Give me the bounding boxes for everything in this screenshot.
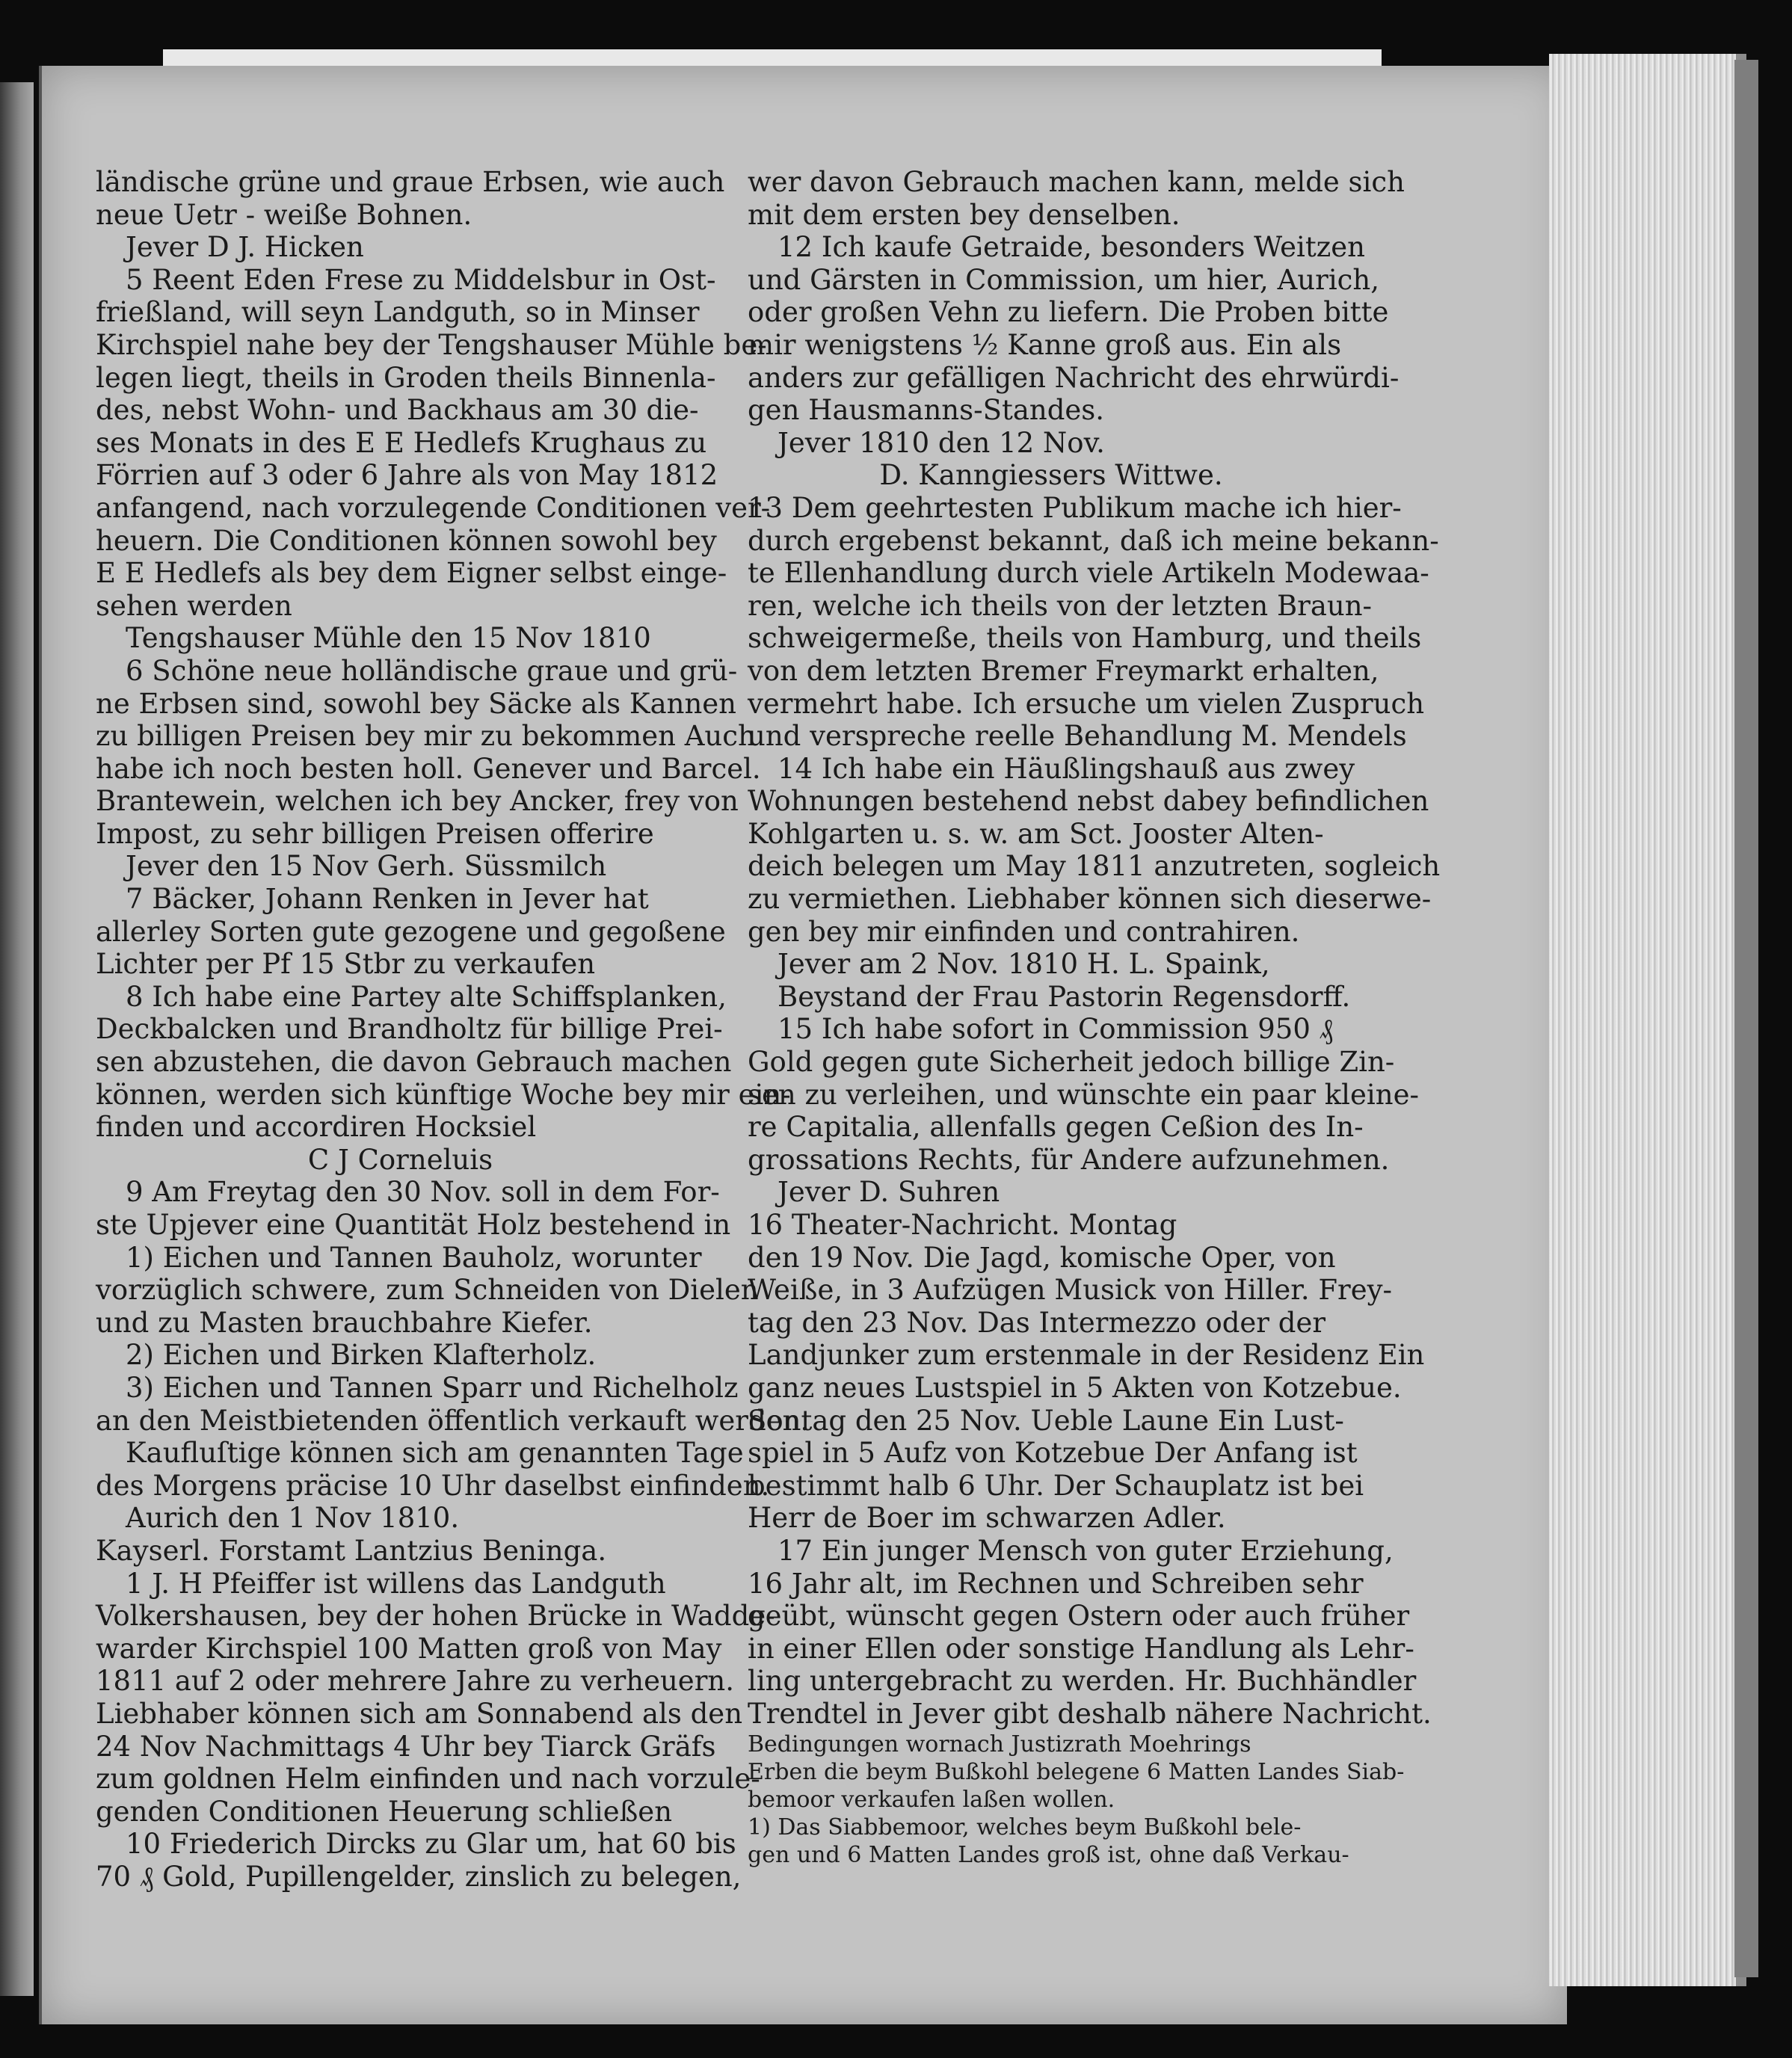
left-column-line: habe ich noch besten holl. Genever und Barcel. (96, 752, 761, 785)
left-column-line: Kayserl. Forstamt Lantzius Beninga. (96, 1534, 607, 1567)
right-column-line: deich belegen um May 1811 anzutreten, sogleich (748, 850, 1441, 883)
left-column-line: können, werden sich künftige Woche bey mir ein- (96, 1078, 791, 1111)
left-column-line: zum goldnen Helm einfinden und nach vorzule- (96, 1763, 760, 1796)
right-column-line: 16 Theater-Nachricht. Montag (748, 1209, 1177, 1241)
left-column-line: finden und accordiren Hocksiel (96, 1111, 537, 1144)
right-column-line: gen bey mir einfinden und contrahiren. (748, 915, 1300, 948)
right-column-line: 14 Ich habe ein Häußlingshauß aus zwey (778, 752, 1355, 785)
right-column-line: und Gärsten in Commission, um hier, Aurich, (748, 263, 1379, 296)
right-column-line: D. Kanngiessers Wittwe. (879, 459, 1223, 492)
left-column-line: ses Monats in des E E Hedlefs Krughaus zu (96, 426, 707, 459)
right-column-line: Beystand der Frau Pastorin Regensdorff. (778, 980, 1351, 1013)
left-column-line: 24 Nov Nachmittags 4 Uhr bey Tiarck Gräfs (96, 1730, 716, 1763)
right-column-line: vermehrt habe. Ich ersuche um vielen Zuspruch (748, 687, 1425, 720)
right-column-line: geübt, wünscht gegen Ostern oder auch früher (748, 1600, 1410, 1633)
left-column-line: C J Corneluis (307, 1143, 493, 1176)
right-column-line: bemoor verkaufen laßen wollen. (748, 1786, 1115, 1813)
right-column-line: mit dem ersten bey denselben. (748, 198, 1180, 231)
left-column-line: Brantewein, welchen ich bey Ancker, frey von (96, 785, 739, 818)
left-column-line: 7 Bäcker, Johann Renken in Jever hat (126, 883, 649, 916)
left-column-line: Aurich den 1 Nov 1810. (126, 1502, 460, 1535)
right-column-line: Sontag den 25 Nov. Ueble Laune Ein Lust- (748, 1404, 1344, 1437)
left-column-line: ne Erbsen sind, sowohl bey Säcke als Kannen (96, 687, 737, 720)
right-column-line: 15 Ich habe sofort in Commission 950 ₰ (778, 1013, 1334, 1046)
left-column-line: Lichter per Pf 15 Stbr zu verkaufen (96, 948, 596, 981)
right-column-line: Herr de Boer im schwarzen Adler. (748, 1502, 1226, 1535)
right-column-line: schweigermeße, theils von Hamburg, und theils (748, 622, 1422, 655)
left-column-line: 2) Eichen und Birken Klafterholz. (126, 1339, 597, 1372)
right-column-line: ling untergebracht zu werden. Hr. Buchhändler (748, 1665, 1417, 1698)
right-column-line: oder großen Vehn zu liefern. Die Proben bitte (748, 296, 1389, 329)
right-column-line: Kohlgarten u. s. w. am Sct. Jooster Alten- (748, 817, 1324, 850)
right-column-line: 1) Das Siabbemoor, welches beym Bußkohl bele- (748, 1814, 1302, 1840)
right-column-line: 12 Ich kaufe Getraide, besonders Weitzen (778, 231, 1365, 264)
right-column-line: ren, welche ich theils von der letzten Braun- (748, 589, 1373, 622)
left-column-line: E E Hedlefs als bey dem Eigner selbst einge- (96, 557, 727, 590)
right-column-line: gen und 6 Matten Landes groß ist, ohne daß Verkau- (748, 1841, 1349, 1868)
right-column-line: und verspreche reelle Behandlung M. Mendels (748, 720, 1407, 753)
left-column-line: 1 J. H Pfeiffer ist willens das Landguth (126, 1567, 666, 1600)
right-column-line: von dem letzten Bremer Freymarkt erhalten, (748, 654, 1379, 687)
right-column-line: 16 Jahr alt, im Rechnen und Schreiben sehr (748, 1567, 1364, 1600)
left-column-line: 8 Ich habe eine Partey alte Schiffsplanken, (126, 980, 727, 1013)
left-column-line: anfangend, nach vorzulegende Conditionen ver- (96, 491, 771, 524)
right-column-line: tag den 23 Nov. Das Intermezzo oder der (748, 1306, 1326, 1339)
right-column-line: spiel in 5 Aufz von Kotzebue Der Anfang ist (748, 1437, 1358, 1470)
left-column-line: 5 Reent Eden Frese zu Middelsbur in Ost- (126, 263, 716, 296)
right-column-line: Jever am 2 Nov. 1810 H. L. Spaink, (778, 948, 1270, 981)
right-column-line: ganz neues Lustspiel in 5 Akten von Kotzebue. (748, 1371, 1402, 1404)
left-column-line: genden Conditionen Heuerung schließen (96, 1795, 673, 1828)
left-text-column (96, 166, 810, 1893)
left-column-line: 70 ₰ Gold, Pupillengelder, zinslich zu belegen, (96, 1860, 742, 1893)
left-column-line: zu billigen Preisen bey mir zu bekommen Auch (96, 720, 756, 753)
right-column-line: Landjunker zum erstenmale in der Residenz Ein (748, 1339, 1425, 1372)
left-column-line: und zu Masten brauchbahre Kiefer. (96, 1306, 593, 1339)
left-column-line: des Morgens präcise 10 Uhr daselbst einfinden. (96, 1469, 770, 1502)
right-column-line: in einer Ellen oder sonstige Handlung als Lehr- (748, 1632, 1414, 1665)
right-column-line: Bedingungen wornach Justizrath Moehrings (748, 1731, 1251, 1757)
right-column-line: durch ergebenst bekannt, daß ich meine bekann- (748, 524, 1439, 557)
right-column-line: re Capitalia, allenfalls gegen Ceßion des In- (748, 1111, 1364, 1144)
left-column-line: Tengshauser Mühle den 15 Nov 1810 (126, 622, 651, 655)
right-column-line: 17 Ein junger Mensch von guter Erziehung, (778, 1534, 1394, 1567)
left-column-line: Deckbalcken und Brandholtz für billige Prei- (96, 1013, 723, 1046)
right-column-line: anders zur gefälligen Nachricht des ehrwürdi- (748, 361, 1400, 394)
right-column-line: grossations Rechts, für Andere aufzunehmen. (748, 1143, 1390, 1176)
left-column-line: vorzüglich schwere, zum Schneiden von Dielen (96, 1274, 759, 1307)
right-column-line: bestimmt halb 6 Uhr. Der Schauplatz ist bei (748, 1469, 1364, 1502)
left-column-line: Jever den 15 Nov Gerh. Süssmilch (126, 850, 607, 883)
left-column-line: legen liegt, theils in Groden theils Binnenla- (96, 361, 716, 394)
right-column-line: Jever D. Suhren (778, 1176, 1000, 1209)
left-column-line: 6 Schöne neue holländische graue und grü- (126, 654, 738, 687)
left-column-line: ste Upjever eine Quantität Holz bestehend in (96, 1209, 731, 1241)
left-column-line: 1) Eichen und Tannen Bauholz, worunter (126, 1241, 702, 1274)
left-column-line: Liebhaber können sich am Sonnabend als den (96, 1697, 743, 1730)
previous-page-edge (0, 82, 34, 1996)
right-column-line: wer davon Gebrauch machen kann, melde sich (748, 166, 1405, 198)
left-column-line: 9 Am Freytag den 30 Nov. soll in dem For- (126, 1176, 720, 1209)
left-column-line: sen abzustehen, die davon Gebrauch machen (96, 1046, 732, 1079)
right-column-line: Jever 1810 den 12 Nov. (778, 426, 1105, 459)
right-column-line: 13 Dem geehrtesten Publikum mache ich hier- (748, 491, 1402, 524)
left-column-line: sehen werden (96, 589, 292, 622)
left-column-line: Kaufluſtige können sich am genannten Tage (126, 1437, 744, 1470)
right-column-line: zu vermiethen. Liebhaber können sich dieserwe- (748, 883, 1432, 916)
left-column-line: frießland, will seyn Landguth, so in Minser (96, 296, 700, 329)
right-column-line: gen Hausmanns-Standes. (748, 394, 1105, 427)
left-column-line: 3) Eichen und Tannen Sparr und Richelholz (126, 1371, 739, 1404)
left-column-line: an den Meistbietenden öffentlich verkauft werden. (96, 1404, 810, 1437)
right-text-column (748, 166, 1441, 1869)
right-column-line: Erben die beym Bußkohl belegene 6 Matten Landes Siab- (748, 1758, 1405, 1785)
left-column-line: allerley Sorten gute gezogene und gegoßene (96, 915, 726, 948)
left-column-line: heuern. Die Conditionen können sowohl bey (96, 524, 717, 557)
right-column-line: sen zu verleihen, und wünschte ein paar kleine- (748, 1078, 1419, 1111)
left-column-line: warder Kirchspiel 100 Matten groß von May (96, 1632, 722, 1665)
left-column-line: 10 Friederich Dircks zu Glar um, hat 60 bis (126, 1828, 736, 1861)
right-column-line: Weiße, in 3 Aufzügen Musick von Hiller. Frey- (748, 1274, 1393, 1307)
left-column-line: Jever D J. Hicken (126, 231, 364, 264)
left-column-line: ländische grüne und graue Erbsen, wie auch (96, 166, 725, 198)
left-column-line: 1811 auf 2 oder mehrere Jahre zu verheuern. (96, 1665, 734, 1698)
book-cover-edge (1734, 60, 1758, 1977)
right-column-line: te Ellenhandlung durch viele Artikeln Modewaa- (748, 557, 1429, 590)
book-page-edges (1549, 54, 1746, 1986)
left-column-line: Impost, zu sehr billigen Preisen offerire (96, 817, 654, 850)
right-column-line: Wohnungen bestehend nebst dabey befindlichen (748, 785, 1429, 818)
right-column-line: den 19 Nov. Die Jagd, komische Oper, von (748, 1241, 1336, 1274)
left-column-line: Förrien auf 3 oder 6 Jahre als von May 1812 (96, 459, 718, 492)
left-column-line: des, nebst Wohn- und Backhaus am 30 die- (96, 394, 699, 427)
left-column-line: neue Uetr - weiße Bohnen. (96, 198, 472, 231)
left-column-line: Kirchspiel nahe bey der Tengshauser Mühle be- (96, 328, 767, 361)
right-column-line: mir wenigstens ½ Kanne groß aus. Ein als (748, 328, 1342, 361)
left-column-line: Volkershausen, bey der hohen Brücke in Wadde- (96, 1600, 775, 1633)
right-column-line: Gold gegen gute Sicherheit jedoch billige Zin- (748, 1046, 1395, 1079)
right-column-line: Trendtel in Jever gibt deshalb nähere Nachricht. (748, 1697, 1432, 1730)
